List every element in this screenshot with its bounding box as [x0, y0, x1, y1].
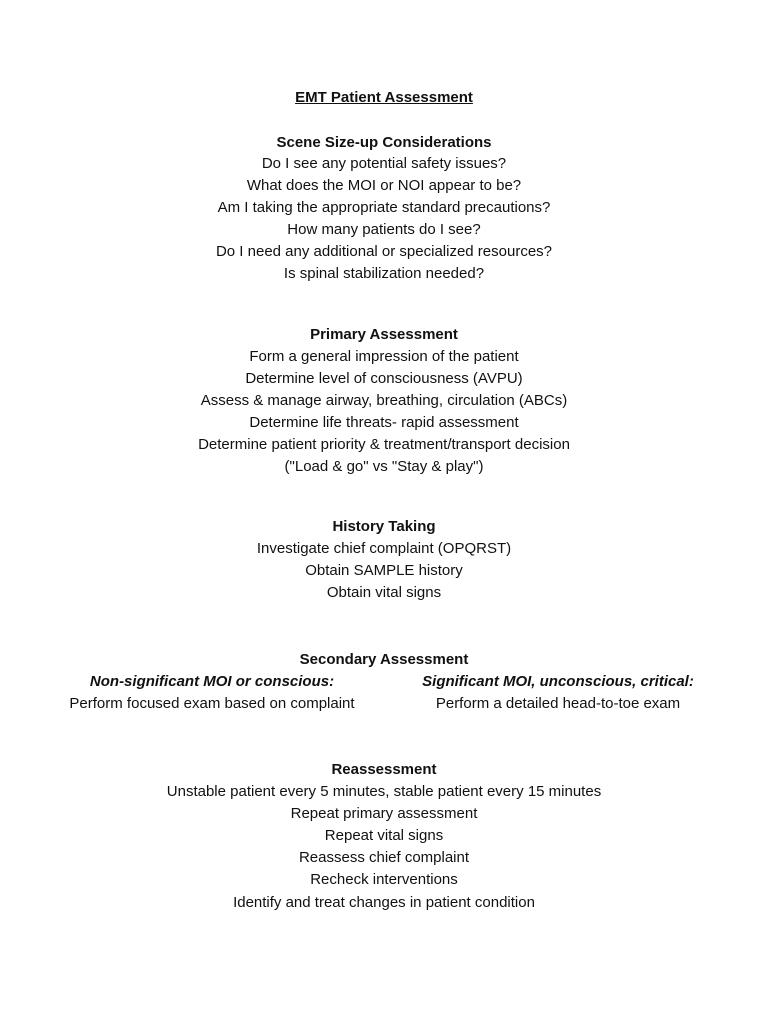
secondary-assessment-heading: Secondary Assessment	[299, 651, 469, 668]
reassessment-heading: Reassessment	[331, 761, 437, 778]
primary-assessment-heading: Primary Assessment	[310, 326, 458, 343]
secondary-right-text: Perform a detailed head-to-toe exam	[435, 695, 681, 712]
reassessment-line: Repeat vital signs	[324, 827, 444, 844]
primary-assessment-line: Determine life threats- rapid assessment	[249, 414, 519, 431]
history-taking-line: Obtain vital signs	[326, 584, 442, 601]
primary-assessment-line: Determine patient priority & treatment/transport decision	[198, 436, 570, 453]
primary-assessment-line: Determine level of consciousness (AVPU)	[245, 370, 523, 387]
primary-assessment-line: ("Load & go" vs "Stay & play")	[284, 458, 484, 475]
scene-sizeup-line: Do I see any potential safety issues?	[261, 155, 507, 172]
reassessment-line: Reassess chief complaint	[298, 849, 470, 866]
secondary-left-heading: Non-significant MOI or conscious:	[89, 673, 335, 690]
scene-sizeup-line: How many patients do I see?	[287, 221, 481, 238]
primary-assessment-line: Form a general impression of the patient	[249, 348, 519, 365]
scene-sizeup-heading: Scene Size-up Considerations	[276, 134, 492, 151]
primary-assessment-line: Assess & manage airway, breathing, circulation (ABCs)	[200, 392, 568, 409]
history-taking-line: Obtain SAMPLE history	[305, 562, 463, 579]
reassessment-line: Repeat primary assessment	[290, 805, 478, 822]
history-taking-heading: History Taking	[332, 518, 436, 535]
scene-sizeup-line: What does the MOI or NOI appear to be?	[246, 177, 522, 194]
reassessment-line: Identify and treat changes in patient condition	[233, 894, 535, 911]
scene-sizeup-line: Am I taking the appropriate standard precautions?	[217, 199, 551, 216]
reassessment-line: Unstable patient every 5 minutes, stable patient every 15 minutes	[166, 783, 602, 800]
scene-sizeup-line: Do I need any additional or specialized resources?	[215, 243, 553, 260]
history-taking-line: Investigate chief complaint (OPQRST)	[256, 540, 512, 557]
scene-sizeup-line: Is spinal stabilization needed?	[283, 265, 485, 282]
secondary-left-text: Perform focused exam based on complaint	[69, 695, 355, 712]
secondary-right-heading: Significant MOI, unconscious, critical:	[422, 673, 694, 690]
reassessment-line: Recheck interventions	[310, 871, 458, 888]
document-title: EMT Patient Assessment	[295, 89, 473, 106]
